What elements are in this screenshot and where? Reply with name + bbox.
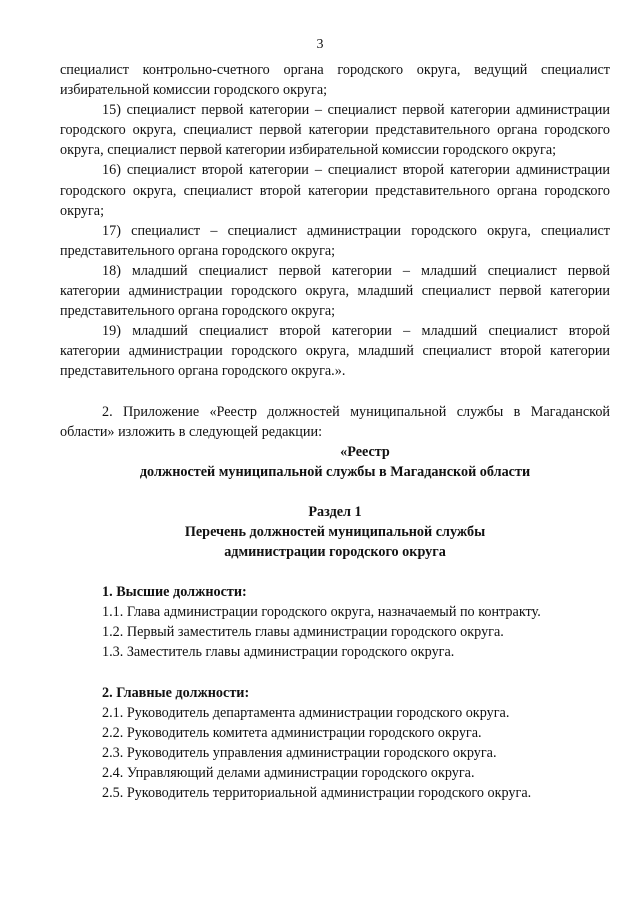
- list-item: 2.1. Руководитель департамента администрации городского округа.: [102, 704, 510, 721]
- list-item: 2.4. Управляющий делами администрации городского округа.: [102, 764, 475, 781]
- list-item: 1.2. Первый заместитель главы администрации городского округа.: [102, 624, 504, 641]
- spacer: [60, 562, 610, 582]
- group-heading-main: 2. Главные должности:: [102, 684, 250, 701]
- spacer: [60, 382, 610, 402]
- section-subtitle-line2: администрации городского округа: [224, 544, 446, 561]
- document-body: [60, 60, 610, 803]
- paragraph-item-19: 19) младший специалист второй категории – младший специалист второй категории администрации городского округа, младший специалист второй категории представительного органа городского округа.».: [60, 323, 610, 380]
- list-item: 2.2. Руководитель комитета администрации городского округа.: [102, 724, 482, 741]
- spacer: [60, 663, 610, 683]
- spacer: [60, 482, 610, 502]
- list-item: 1.1. Глава администрации городского округа, назначаемый по контракту.: [102, 604, 541, 621]
- registry-title-line1: «Реестр: [340, 443, 390, 460]
- list-item: 2.3. Руководитель управления администрации городского округа.: [102, 744, 497, 761]
- section-title: Раздел 1: [308, 503, 362, 520]
- registry-title-line2: должностей муниципальной службы в Магаданской области: [139, 463, 531, 480]
- section-subtitle-line1: Перечень должностей муниципальной службы: [184, 523, 486, 540]
- list-item: 1.3. Заместитель главы администрации городского округа.: [102, 644, 455, 661]
- paragraph-item-17: 17) специалист – специалист администрации городского округа, специалист представительного органа городского округа;: [60, 222, 610, 259]
- paragraph-item-15: 15) специалист первой категории – специалист первой категории администрации городского округа, специалист первой категории представительного органа городского округа, специалист первой категории избирательной комиссии городского округа;: [60, 102, 610, 159]
- paragraph-item-18: 18) младший специалист первой категории – младший специалист первой категории администрации городского округа, младший специалист первой категории представительного органа городского округа;: [60, 262, 610, 320]
- paragraph-amendment-2: 2. Приложение «Реестр должностей муниципальной службы в Магаданской области» изложить в следующей редакции:: [60, 403, 610, 440]
- group-heading-higher: 1. Высшие должности:: [102, 584, 247, 601]
- page-number: 3: [316, 37, 324, 52]
- paragraph-continuation: специалист контрольно-счетного органа городского округа, ведущий специалист избирательной комиссии городского округа;: [60, 62, 610, 99]
- paragraph-item-16: 16) специалист второй категории – специалист второй категории администрации городского округа, специалист второй категории представительного органа городского округа;: [60, 162, 610, 219]
- list-item: 2.5. Руководитель территориальной администрации городского округа.: [102, 785, 532, 801]
